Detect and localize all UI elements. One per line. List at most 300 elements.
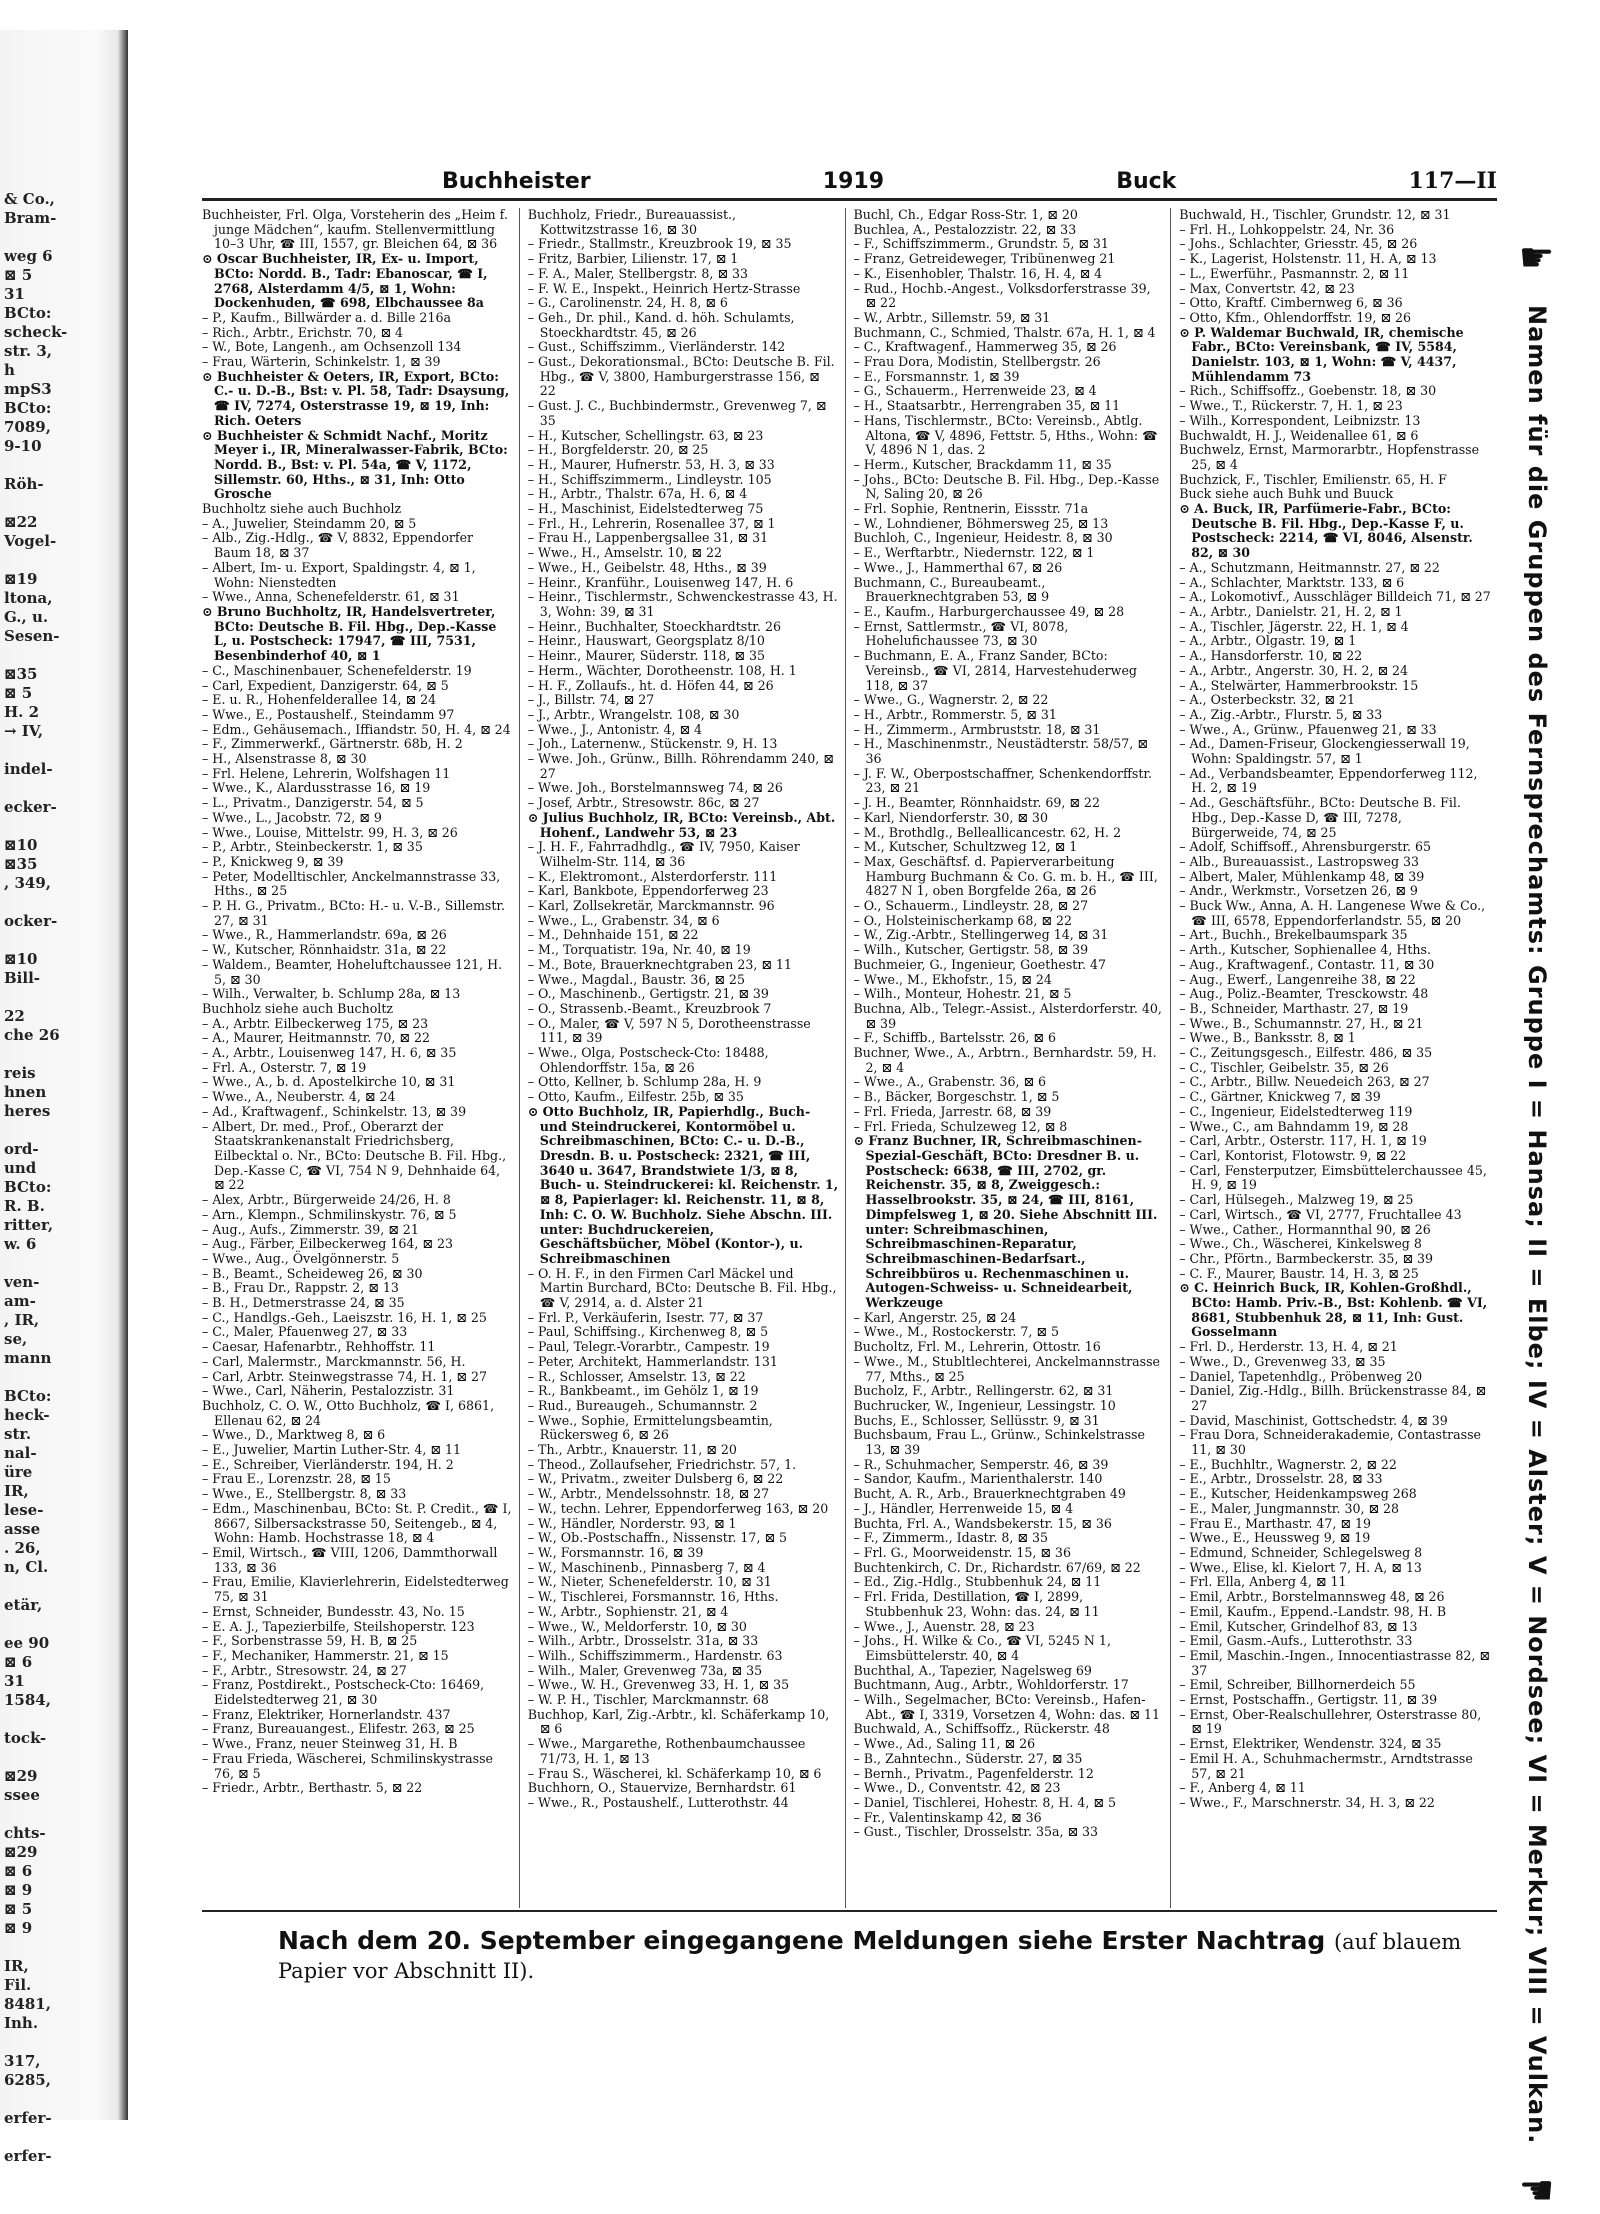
directory-entry: – Wwe. Joh., Borstelmannsweg 74, ⊠ 26 <box>527 780 783 796</box>
directory-entry: – O., Schauerm., Lindleystr. 28, ⊠ 27 <box>853 898 1089 914</box>
directory-entry: – Wwe., Aug., Övelgönnerstr. 5 <box>202 1250 400 1266</box>
directory-entry: – Wwe., Anna, Schenefelderstr. 61, ⊠ 31 <box>202 589 460 605</box>
column-1 <box>202 208 520 1908</box>
directory-entry: – F., Schiffb., Bartelsstr. 26, ⊠ 6 <box>853 1030 1056 1046</box>
directory-entry: – Daniel, Tapetenhdlg., Pröbenweg 20 <box>1179 1368 1423 1384</box>
directory-entry: – J., Arbtr., Wrangelstr. 108, ⊠ 30 <box>527 706 740 722</box>
directory-entry: – C., Maler, Pfauenweg 27, ⊠ 33 <box>202 1324 408 1340</box>
directory-entry: – Frau Dora, Modistin, Stellbergstr. 26 <box>853 354 1101 370</box>
directory-entry: – C., Ingenieur, Eidelstedterweg 119 <box>1179 1103 1413 1119</box>
directory-entry: – Adolf, Schiffsoff., Ahrensburgerstr. 65 <box>1179 839 1432 855</box>
directory-entry: – Frl. D., Herderstr. 13, H. 4, ⊠ 21 <box>1179 1339 1398 1355</box>
directory-entry: – Emil H. A., Schuhmachermstr., Arndtstrasse 57, ⊠ 21 <box>1179 1750 1473 1781</box>
directory-entry: – Ad., Verbandsbeamter, Eppendorferweg 112, H. 2, ⊠ 19 <box>1179 765 1478 796</box>
directory-entry: – K., Lagerist, Holstenstr. 11, H. A, ⊠ 13 <box>1179 251 1437 267</box>
directory-entry: – W., Bote, Langenh., am Ochsenzoll 134 <box>202 339 462 355</box>
directory-entry: – Frau, Wärterin, Schinkelstr. 1, ⊠ 39 <box>202 354 441 370</box>
directory-entry: – Frl. Frieda, Jarrestr. 68, ⊠ 39 <box>853 1103 1052 1119</box>
directory-entry: – W., Arbtr., Sophienstr. 21, ⊠ 4 <box>527 1603 729 1619</box>
directory-entry: – E., Buchhltr., Wagnerstr. 2, ⊠ 22 <box>1179 1456 1397 1472</box>
directory-entry: – E., Maler, Jungmannstr. 30, ⊠ 28 <box>1179 1500 1400 1516</box>
directory-entry: – Wwe., Margarethe, Rothenbaumchaussee 71/73, H. 1, ⊠ 13 <box>527 1736 806 1766</box>
directory-entry: – W. P. H., Tischler, Marckmannstr. 68 <box>527 1692 769 1708</box>
directory-entry: – C., Zeitungsgesch., Eilfestr. 486, ⊠ 35 <box>1179 1045 1433 1061</box>
directory-entry: – J. H. F., Fahrradhdlg., ☎ IV, 7950, Kaiser Wilhelm-Str. 114, ⊠ 36 <box>527 839 800 869</box>
directory-entry: – Carl, Arbtr., Osterstr. 117, H. 1, ⊠ 19 <box>1179 1133 1427 1149</box>
directory-entry: – R., Schuhmacher, Semperstr. 46, ⊠ 39 <box>853 1456 1109 1472</box>
directory-entry: – Frl. Ella, Anberg 4, ⊠ 11 <box>1179 1574 1347 1590</box>
directory-entry: – Albert, Maler, Mühlenkamp 48, ⊠ 39 <box>1179 868 1425 884</box>
directory-entry: – Friedr., Stallmstr., Kreuzbrook 19, ⊠ 35 <box>527 236 792 252</box>
directory-entry: – O. H. F., in den Firmen Carl Mäckel und Martin Burchard, BCto: Deutsche B. Fil. Hbg., ☎ V, 2914, a. d. Alster 21 <box>527 1265 837 1311</box>
directory-entry: – Wwe., M., Ekhofstr., 15, ⊠ 24 <box>853 971 1052 987</box>
directory-entry: – Ad., Kraftwagenf., Schinkelstr. 13, ⊠ 39 <box>202 1103 467 1119</box>
directory-entry: – O., Maschinenb., Gertigstr. 21, ⊠ 39 <box>527 986 769 1002</box>
directory-entry: – F., Zimmerwerkf., Gärtnerstr. 68b, H. 2 <box>202 736 463 752</box>
directory-entry: – Wwe., H., Amselstr. 10, ⊠ 22 <box>527 545 722 561</box>
directory-entry: – M., Bote, Brauerknechtgraben 23, ⊠ 11 <box>527 956 792 972</box>
directory-entry: – Edm., Gehäusemach., Iffiandstr. 50, H. 4, ⊠ 24 <box>202 721 511 737</box>
directory-entry: – B., Beamt., Scheideweg 26, ⊠ 30 <box>202 1265 423 1281</box>
directory-entry: – B. H., Detmerstrasse 24, ⊠ 35 <box>202 1295 405 1311</box>
directory-entry: – Frl. G., Moorweidenstr. 15, ⊠ 36 <box>853 1544 1071 1560</box>
directory-entry: Buchholz, C. O. W., Otto Buchholz, ☎ I, 6861, Ellenau 62, ⊠ 24 <box>202 1397 495 1428</box>
directory-entry: – Josef, Arbtr., Stresowstr. 86c, ⊠ 27 <box>527 795 760 811</box>
directory-entry: – B., Schneider, Marthastr. 27, ⊠ 19 <box>1179 1000 1409 1016</box>
directory-entry: – Frau E., Marthastr. 47, ⊠ 19 <box>1179 1515 1372 1531</box>
directory-entry: – A., Schlachter, Marktstr. 133, ⊠ 6 <box>1179 574 1405 590</box>
pointing-hand-icon: ☚ <box>1518 2168 1556 2214</box>
directory-entry: – Alex, Arbtr., Bürgerweide 24/26, H. 8 <box>202 1192 451 1208</box>
directory-entry: Buchmann, C., Schmied, Thalstr. 67a, H. 1, ⊠ 4 <box>853 324 1156 340</box>
directory-entry: – Heinr., Kranführ., Louisenweg 147, H. 6 <box>527 574 794 590</box>
directory-entry: – A., Arbtr., Louisenweg 147, H. 6, ⊠ 35 <box>202 1045 457 1061</box>
directory-entry: – A., Arbtr., Danielstr. 21, H. 2, ⊠ 1 <box>1179 603 1403 619</box>
directory-entry: – A., Juwelier, Steindamm 20, ⊠ 5 <box>202 515 417 531</box>
directory-entry: – E., Schreiber, Vierländerstr. 194, H. 2 <box>202 1456 454 1472</box>
directory-entry: Buchtenkirch, C. Dr., Richardstr. 67/69, ⊠ 22 <box>853 1559 1141 1575</box>
directory-entry: – Wwe., J., Antonistr. 4, ⊠ 4 <box>527 721 703 737</box>
directory-entry: – A., Arbtr., Olgastr. 19, ⊠ 1 <box>1179 633 1357 649</box>
directory-entry: – David, Maschinist, Gottschedstr. 4, ⊠ 39 <box>1179 1412 1448 1428</box>
directory-entry: – Karl, Niendorferstr. 30, ⊠ 30 <box>853 809 1048 825</box>
directory-entry: – Buchmann, E. A., Franz Sander, BCto: Vereinsb., ☎ VI, 2814, Harvestehuderweg 118, ⊠ 37 <box>853 648 1137 693</box>
directory-entry: – Gust. J. C., Buchbindermstr., Grevenweg 7, ⊠ 35 <box>527 398 827 428</box>
directory-entry: – Frl. Sophie, Rentnerin, Eissstr. 71a <box>853 501 1089 517</box>
directory-entry: – J. F. W., Oberpostschaffner, Schenkendorffstr. 23, ⊠ 21 <box>853 765 1153 796</box>
directory-entry: – Geh., Dr. phil., Kand. d. höh. Schulamts, Stoeckhardtstr. 45, ⊠ 26 <box>527 309 795 340</box>
directory-entry: – Emil, Kaufm., Eppend.-Landstr. 98, H. B <box>1179 1603 1447 1619</box>
directory-entry: Buchwald, A., Schiffsoffz., Rückerstr. 48 <box>853 1721 1110 1737</box>
directory-entry: ⊙ Oscar Buchheister, IR, Ex- u. Import, BCto: Nordd. B., Tadr: Ebanoscar, ☎ I, 2768, Alsterdamm 4/5, ⊠ 1, Wohn: Dockenhuden, ☎ 698, Elbchaussee 8a <box>202 251 488 311</box>
directory-entry: – Arth., Kutscher, Sophienallee 4, Hths. <box>1179 942 1431 958</box>
directory-entry: – Wwe., Ad., Saling 11, ⊠ 26 <box>853 1736 1036 1752</box>
directory-entry: – C., Arbtr., Billw. Neuedeich 263, ⊠ 27 <box>1179 1074 1430 1090</box>
directory-entry: Buchthal, A., Tapezier, Nagelsweg 69 <box>853 1662 1092 1678</box>
directory-entry: – Fritz, Barbier, Lilienstr. 17, ⊠ 1 <box>527 251 739 267</box>
directory-entry: Buchholz siehe auch Bucholtz <box>202 1000 394 1016</box>
directory-entry: – H., Borgfelderstr. 20, ⊠ 25 <box>527 442 709 458</box>
directory-entry: – Daniel, Tischlerei, Hohestr. 8, H. 4, ⊠ 5 <box>853 1794 1116 1810</box>
directory-entry: – H. F., Zollaufs., ht. d. Höfen 44, ⊠ 26 <box>527 677 774 693</box>
directory-entry: – W., Privatm., zweiter Dulsberg 6, ⊠ 22 <box>527 1471 784 1487</box>
directory-entry: – Wwe., Carl, Näherin, Pestalozzistr. 31 <box>202 1383 455 1399</box>
directory-entry: – R., Schlosser, Amselstr. 13, ⊠ 22 <box>527 1368 746 1384</box>
directory-entry: – C. F., Maurer, Baustr. 14, H. 3, ⊠ 25 <box>1179 1265 1419 1281</box>
directory-entry: Bucholtz, Frl. M., Lehrerin, Ottostr. 16 <box>853 1339 1101 1355</box>
directory-entry: – Frau H., Lappenbergsallee 31, ⊠ 31 <box>527 530 769 546</box>
directory-entry: – Waldem., Beamter, Hoheluftchaussee 121, H. 5, ⊠ 30 <box>202 956 503 987</box>
directory-entry: – Wwe., E., Heussweg 9, ⊠ 19 <box>1179 1530 1371 1546</box>
directory-entry: – W., Maschinenb., Pinnasberg 7, ⊠ 4 <box>527 1559 766 1575</box>
directory-entry: Buchhorn, O., Stauervize, Bernhardstr. 61 <box>527 1780 797 1796</box>
directory-entry: – Aug., Poliz.-Beamter, Tresckowstr. 48 <box>1179 986 1429 1002</box>
directory-entry: – W., Arbtr., Mendelssohnstr. 18, ⊠ 27 <box>527 1486 770 1502</box>
directory-entry: – Heinr., Hauswart, Georgsplatz 8/10 <box>527 633 765 649</box>
directory-entry: – Ernst, Sattlermstr., ☎ VI, 8078, Hohelufichaussee 73, ⊠ 30 <box>853 618 1069 649</box>
header-year: 1919 <box>822 169 885 194</box>
directory-entry: – F., Sorbenstrasse 59, H. B, ⊠ 25 <box>202 1633 418 1649</box>
directory-entry: – Wwe., Elise, kl. Kielort 7, H. A, ⊠ 13 <box>1179 1559 1422 1575</box>
directory-entry: – H., Maschinist, Eidelstedterweg 75 <box>527 501 764 517</box>
footnote-paren: (auf blauem Papier vor Abschnitt II). <box>278 1930 1462 1983</box>
directory-entry: – Peter, Architekt, Hammerlandstr. 131 <box>527 1353 778 1369</box>
directory-entry: – Frau, Emilie, Klavierlehrerin, Eidelstedterweg 75, ⊠ 31 <box>202 1574 509 1605</box>
directory-entry: – Wwe., B., Schumannstr. 27, H., ⊠ 21 <box>1179 1015 1424 1031</box>
directory-entry: – Wilh., Verwalter, b. Schlump 28a, ⊠ 13 <box>202 986 461 1002</box>
directory-entry: – Wwe., R., Postaushelf., Lutterothstr. 44 <box>527 1794 789 1810</box>
directory-entry: – W., Forsmannstr. 16, ⊠ 39 <box>527 1544 704 1560</box>
directory-entry: – Wwe., L., Grabenstr. 34, ⊠ 6 <box>527 912 720 928</box>
pointing-hand-icon: ☛ <box>1518 235 1556 281</box>
directory-entry: – A., Maurer, Heitmannstr. 70, ⊠ 22 <box>202 1030 431 1046</box>
directory-entry: – Wwe., E., Stellbergstr. 8, ⊠ 33 <box>202 1486 407 1502</box>
directory-entry: – R., Bankbeamt., im Gehölz 1, ⊠ 19 <box>527 1383 759 1399</box>
directory-entry: – Wwe., Cather., Hormannthal 90, ⊠ 26 <box>1179 1221 1431 1237</box>
directory-entry: Buchwald, H., Tischler, Grundstr. 12, ⊠ 31 <box>1179 208 1451 222</box>
directory-entry: – Frau Dora, Schneiderakademie, Contastrasse 11, ⊠ 30 <box>1179 1427 1481 1458</box>
directory-entry: – H., Arbtr., Thalstr. 67a, H. 6, ⊠ 4 <box>527 486 748 502</box>
directory-entry: – Gust., Dekorationsmal., BCto: Deutsche B. Fil. Hbg., ☎ V, 3800, Hamburgerstrasse 156, ⊠ 22 <box>527 354 835 399</box>
directory-entry: – Chr., Pförtn., Barmbeckerstr. 35, ⊠ 39 <box>1179 1250 1434 1266</box>
directory-entry: – B., Zahntechn., Süderstr. 27, ⊠ 35 <box>853 1750 1083 1766</box>
directory-entry: – H., Arbtr., Rommerstr. 5, ⊠ 31 <box>853 706 1057 722</box>
directory-entry: ⊙ Franz Buchner, IR, Schreibmaschinen-Spezial-Geschäft, BCto: Dresdner B. u. Postscheck: 6638, ☎ III, 2702, gr. Reichenstr. 35, ⊠ 8, Zweiggesch.: Hasselbrookstr. 35, ⊠ 24, ☎ III, 8161, Dimpfelsweg 1, ⊠ 20. Siehe Abschnitt III. unter: Schreibmaschinen, Schreibmaschinen-Reparatur, Schreibmaschinen-Bedarfsart., Schreibbüros u. Rechenmaschinen u. Autogen-Schweiss- u. Schneidearbeit, Werkzeuge <box>853 1133 1158 1311</box>
directory-entry: – F. A., Maler, Stellbergstr. 8, ⊠ 33 <box>527 265 749 281</box>
directory-entry: – Emil, Gasm.-Aufs., Lutterothstr. 33 <box>1179 1633 1413 1649</box>
directory-entry: – Frl. P., Verkäuferin, Isestr. 77, ⊠ 37 <box>527 1309 764 1325</box>
directory-entry: – Rich., Schiffsoffz., Goebenstr. 18, ⊠ 30 <box>1179 383 1437 399</box>
directory-entry: – Wwe., R., Hammerlandstr. 69a, ⊠ 26 <box>202 927 447 943</box>
directory-entry: – M., Torquatistr. 19a, Nr. 40, ⊠ 19 <box>527 942 751 958</box>
directory-entry: – A., Zig.-Arbtr., Flurstr. 5, ⊠ 33 <box>1179 706 1383 722</box>
directory-entry: – Ernst, Postschaffn., Gertigstr. 11, ⊠ 39 <box>1179 1692 1438 1708</box>
directory-columns <box>202 208 1497 1908</box>
directory-entry: – Paul, Telegr.-Vorarbtr., Campestr. 19 <box>527 1339 770 1355</box>
directory-entry: – Frl. Frieda, Schulzeweg 12, ⊠ 8 <box>853 1118 1068 1134</box>
directory-entry: – Wwe., Franz, neuer Steinweg 31, H. B <box>202 1736 458 1752</box>
directory-entry: Buchs, E., Schlosser, Sellüsstr. 9, ⊠ 31 <box>853 1412 1100 1428</box>
directory-entry: – A., Osterbeckstr. 32, ⊠ 21 <box>1179 692 1355 708</box>
directory-entry: – W., Zig.-Arbtr., Stellingerweg 14, ⊠ 31 <box>853 927 1109 943</box>
directory-entry: – A., Tischler, Jägerstr. 22, H. 1, ⊠ 4 <box>1179 618 1409 634</box>
column-3 <box>854 208 1172 1908</box>
directory-entry: ⊙ P. Waldemar Buchwald, IR, chemische Fabr., BCto: Vereinsbank, ☎ IV, 5584, Danielstr. 103, ⊠ 1, Wohn: ☎ V, 4437, Mühlendamm 73 <box>1179 324 1464 384</box>
directory-entry: – W., Kutscher, Rönnhaidstr. 31a, ⊠ 22 <box>202 942 447 958</box>
gutter-text: & Co., Bram- weg 6 ⊠ 5 31 BCto: scheck- str. 3, h mpS3 BCto: 7089, 9-10 Röh- ⊠22 Vogel- ⊠19 ltona, G., u. Sesen- ⊠35 ⊠ 5 H. 2 → IV, indel- ecker- ⊠10 ⊠35 , 349, ocker- ⊠10 Bill- 22 che 26 reis hnen heres ord- und BCto: R. B. ritter, w. 6 ven- am- , IR, se, mann BCto: heck- str. nal- üre IR, lese- asse . 26, n, Cl. etär, ee 90 ⊠ 6 31 1584, tock- ⊠29 ssee chts- ⊠29 ⊠ 6 ⊠ 9 ⊠ 5 ⊠ 9 IR, Fil. 8481, Inh. 317, 6285, erfer- erfer- <box>4 190 68 2165</box>
directory-entry: – Wwe., Ch., Wäscherei, Kinkelsweg 8 <box>1179 1236 1422 1252</box>
directory-entry: – Karl, Zollsekretär, Marckmannstr. 96 <box>527 898 775 914</box>
directory-entry: – Johs., BCto: Deutsche B. Fil. Hbg., Dep.-Kasse N, Saling 20, ⊠ 26 <box>853 471 1160 502</box>
directory-entry: – Wwe., Louise, Mittelstr. 99, H. 3, ⊠ 26 <box>202 824 458 840</box>
directory-entry: – C., Gärtner, Knickweg 7, ⊠ 39 <box>1179 1089 1381 1105</box>
directory-entry: – Wwe., B., Banksstr. 8, ⊠ 1 <box>1179 1030 1356 1046</box>
directory-entry: – C., Handlgs.-Geh., Laeiszstr. 16, H. 1, ⊠ 25 <box>202 1309 487 1325</box>
directory-entry: – H., Kutscher, Schellingstr. 63, ⊠ 23 <box>527 427 764 443</box>
directory-entry: – Sandor, Kaufm., Marienthalerstr. 140 <box>853 1471 1103 1487</box>
directory-entry: – Frl. Helene, Lehrerin, Wolfshagen 11 <box>202 765 451 781</box>
header-right-word: Buck <box>1116 169 1177 194</box>
directory-entry: – Johs., H. Wilke & Co., ☎ VI, 5245 N 1, Eimsbüttelerstr. 40, ⊠ 4 <box>853 1633 1111 1663</box>
directory-entry: – Peter, Modelltischler, Anckelmannstrasse 33, Hths., ⊠ 25 <box>202 868 501 899</box>
directory-entry: – E. u. R., Hohenfelderallee 14, ⊠ 24 <box>202 692 437 708</box>
directory-entry: – Carl, Arbtr. Steinwegstrasse 74, H. 1, ⊠ 27 <box>202 1368 488 1384</box>
directory-entry: – W., Händler, Norderstr. 93, ⊠ 1 <box>527 1515 737 1531</box>
directory-entry: ⊙ Buchheister & Oeters, IR, Export, BCto: C.- u. D.-B., Bst: v. Pl. 58, Tadr: Dsaysung, ☎ IV, 7274, Osterstrasse 19, ⊠ 19, Inh: Rich. Oeters <box>202 368 510 428</box>
footnote <box>278 1926 1478 1984</box>
directory-entry: – E., Forsmannstr. 1, ⊠ 39 <box>853 368 1020 384</box>
directory-entry: – F., Schiffszimmerm., Grundstr. 5, ⊠ 31 <box>853 236 1109 252</box>
directory-entry: – Frl. Frida, Destillation, ☎ I, 2899, Stubbenhuk 23, Wohn: das. 24, ⊠ 11 <box>853 1589 1100 1619</box>
directory-entry: – Wwe., G., Wagnerstr. 2, ⊠ 22 <box>853 692 1049 708</box>
directory-entry: – Heinr., Maurer, Süderstr. 118, ⊠ 35 <box>527 648 765 664</box>
directory-entry: – H., Maschinenmstr., Neustädterstr. 58/57, ⊠ 36 <box>853 736 1148 767</box>
directory-entry: – Art., Buchh., Brekelbaumspark 35 <box>1179 927 1408 943</box>
directory-entry: – W., Tischlerei, Forsmannstr. 16, Hths. <box>527 1589 779 1605</box>
directory-entry: – G., Carolinenstr. 24, H. 8, ⊠ 6 <box>527 295 728 311</box>
directory-entry: – Wwe., T., Rückerstr. 7, H. 1, ⊠ 23 <box>1179 398 1403 414</box>
directory-entry: – Carl, Fensterputzer, Eimsbüttelerchaussee 45, H. 9, ⊠ 19 <box>1179 1162 1487 1193</box>
directory-entry: Buchloh, C., Ingenieur, Heidestr. 8, ⊠ 30 <box>853 530 1113 546</box>
directory-entry: – Gust., Tischler, Drosselstr. 35a, ⊠ 33 <box>853 1824 1099 1840</box>
directory-entry: – Gust., Schiffszimm., Vierländerstr. 142 <box>527 339 786 355</box>
directory-entry: – Aug., Färber, Eilbeckerweg 164, ⊠ 23 <box>202 1236 453 1252</box>
directory-entry: – Carl, Kontorist, Flotowstr. 9, ⊠ 22 <box>1179 1148 1407 1163</box>
directory-entry: – Emil, Schreiber, Billhornerdeich 55 <box>1179 1677 1416 1693</box>
directory-entry: – J., Händler, Herrenweide 15, ⊠ 4 <box>853 1500 1074 1516</box>
directory-entry: – Wwe., L., Jacobstr. 72, ⊠ 9 <box>202 809 382 825</box>
directory-entry: – Theod., Zollaufseher, Friedrichstr. 57, 1. <box>527 1456 797 1472</box>
directory-entry: – J., Billstr. 74, ⊠ 27 <box>527 692 655 708</box>
directory-entry: – Wwe., M., Rostockerstr. 7, ⊠ 5 <box>853 1324 1059 1340</box>
directory-entry: – Wwe., W. H., Grevenweg 33, H. 1, ⊠ 35 <box>527 1677 790 1693</box>
directory-entry: – Rud., Hochb.-Angest., Volksdorferstrasse 39, ⊠ 22 <box>853 280 1151 311</box>
page-number: 117—II <box>1408 168 1497 194</box>
directory-entry: – C., Tischler, Geibelstr. 35, ⊠ 26 <box>1179 1059 1389 1075</box>
directory-entry: – Wwe., D., Marktweg 8, ⊠ 6 <box>202 1427 386 1443</box>
directory-entry: – Franz, Elektriker, Hornerlandstr. 437 <box>202 1706 451 1722</box>
directory-entry: – W., techn. Lehrer, Eppendorferweg 163, ⊠ 20 <box>527 1500 829 1516</box>
directory-entry: – Franz, Postdirekt., Postscheck-Cto: 16469, Eidelstedterweg 21, ⊠ 30 <box>202 1677 485 1708</box>
directory-entry: – Ad., Geschäftsführ., BCto: Deutsche B. Fil. Hbg., Dep.-Kasse D, ☎ III, 7278, Bürgerweide, 74, ⊠ 25 <box>1179 795 1461 840</box>
directory-entry: Buchta, Frl. A., Wandsbekerstr. 15, ⊠ 36 <box>853 1515 1112 1531</box>
directory-entry: – Herm., Wächter, Dorotheenstr. 108, H. 1 <box>527 662 797 678</box>
directory-entry: Buchmann, C., Bureaubeamt., Brauerknechtgraben 53, ⊠ 9 <box>853 574 1050 605</box>
directory-entry: Buchrucker, W., Ingenieur, Lessingstr. 10 <box>853 1397 1116 1413</box>
directory-entry: – B., Frau Dr., Rappstr. 2, ⊠ 13 <box>202 1280 399 1296</box>
directory-entry: – F., Mechaniker, Hammerstr. 21, ⊠ 15 <box>202 1647 449 1663</box>
directory-entry: – Herm., Kutscher, Brackdamm 11, ⊠ 35 <box>853 456 1112 472</box>
directory-entry: – Rud., Bureaugeh., Schumannstr. 2 <box>527 1397 758 1413</box>
directory-entry: – H., Zimmerm., Armbruststr. 18, ⊠ 31 <box>853 721 1101 737</box>
directory-entry: – Wilh., Monteur, Hohestr. 21, ⊠ 5 <box>853 986 1072 1002</box>
directory-entry: – J. H., Beamter, Rönnhaidstr. 69, ⊠ 22 <box>853 795 1100 811</box>
directory-entry: – E., Juwelier, Martin Luther-Str. 4, ⊠ 11 <box>202 1442 461 1458</box>
directory-entry: Buchner, Wwe., A., Arbtrn., Bernhardstr. 59, H. 2, ⊠ 4 <box>853 1045 1157 1075</box>
directory-entry: – Rich., Arbtr., Erichstr. 70, ⊠ 4 <box>202 324 404 340</box>
directory-entry: – Wwe., E., Postaushelf., Steindamm 97 <box>202 706 455 722</box>
directory-page <box>128 120 1556 2214</box>
directory-entry: – Max, Convertstr. 42, ⊠ 23 <box>1179 280 1355 296</box>
directory-entry: – P., Knickweg 9, ⊠ 39 <box>202 853 344 869</box>
directory-entry: – E., Kutscher, Heidenkampsweg 268 <box>1179 1486 1417 1502</box>
directory-entry: – Andr., Werkmstr., Vorsetzen 26, ⊠ 9 <box>1179 883 1418 899</box>
directory-entry: – Wwe., W., Meldorferstr. 10, ⊠ 30 <box>527 1618 747 1634</box>
directory-entry: – Carl, Wirtsch., ☎ VI, 2777, Fruchtallee 43 <box>1179 1206 1462 1222</box>
directory-entry: Buck siehe auch Buhk und Buuck <box>1179 486 1394 502</box>
directory-entry: – K., Eisenhobler, Thalstr. 16, H. 4, ⊠ 4 <box>853 265 1103 281</box>
directory-entry: – H., Staatsarbtr., Herrengraben 35, ⊠ 11 <box>853 398 1121 414</box>
directory-entry: – Wwe., Olga, Postscheck-Cto: 18488, Ohlendorffstr. 15a, ⊠ 26 <box>527 1045 769 1075</box>
directory-entry: – Frl. H., Lohkoppelstr. 24, Nr. 36 <box>1179 221 1395 237</box>
directory-entry: – Otto, Kellner, b. Schlump 28a, H. 9 <box>527 1074 762 1090</box>
directory-entry: – Johs., Schlachter, Griesstr. 45, ⊠ 26 <box>1179 236 1418 252</box>
directory-entry: – E. A. J., Tapezierbilfe, Steilshoperstr. 123 <box>202 1618 475 1634</box>
directory-entry: – G., Schauerm., Herrenweide 23, ⊠ 4 <box>853 383 1097 399</box>
directory-entry: – Wwe., H., Geibelstr. 48, Hths., ⊠ 39 <box>527 559 767 575</box>
directory-entry: ⊙ Otto Buchholz, IR, Papierhdlg., Buch- und Steindruckerei, Kontormöbel u. Schreibmaschinen, BCto: C.- u. D.-B., Dresdn. B. u. Postscheck: 2321, ☎ III, 3640 u. 3647, Brandstwiete 1/3, ⊠ 8, Buch- u. Steindruckerei: kl. Reichenstr. 1, ⊠ 8, Papierlager: kl. Reichenstr. 11, ⊠ 8, Inh: C. O. W. Buchholz. Siehe Abschn. III. unter: Buchdruckereien, Geschäftsbücher, Möbel (Kontor-), u. Schreibmaschinen <box>527 1103 839 1266</box>
directory-entry: – Frau S., Wäscherei, kl. Schäferkamp 10, ⊠ 6 <box>527 1765 822 1781</box>
directory-entry: – Emil, Wirtsch., ☎ VIII, 1206, Dammthorwall 133, ⊠ 36 <box>202 1544 498 1575</box>
directory-entry: – Karl, Angerstr. 25, ⊠ 24 <box>853 1309 1017 1325</box>
directory-entry: Buchholz, Friedr., Bureauassist., Kottwitzstrasse 16, ⊠ 30 <box>527 208 737 237</box>
directory-entry: Buchl, Ch., Edgar Ross-Str. 1, ⊠ 20 <box>853 208 1078 222</box>
column-2 <box>528 208 846 1908</box>
directory-entry: – Alb., Zig.-Hdlg., ☎ V, 8832, Eppendorfer Baum 18, ⊠ 37 <box>202 530 474 561</box>
directory-entry: – Wwe., K., Alardusstrasse 16, ⊠ 19 <box>202 780 431 796</box>
column-4 <box>1179 208 1497 1908</box>
directory-entry: – Carl, Expedient, Danzigerstr. 64, ⊠ 5 <box>202 677 449 693</box>
directory-entry: – Otto, Kfm., Ohlendorffstr. 19, ⊠ 26 <box>1179 309 1412 325</box>
directory-entry: – Edmund, Schneider, Schlegelsweg 8 <box>1179 1544 1423 1560</box>
directory-entry: Buchna, Alb., Telegr.-Assist., Alsterdorferstr. 40, ⊠ 39 <box>853 1000 1162 1031</box>
directory-entry: Buchmeier, G., Ingenieur, Goethestr. 47 <box>853 956 1107 972</box>
directory-entry: – A., Hansdorferstr. 10, ⊠ 22 <box>1179 648 1363 664</box>
directory-entry: – Heinr., Buchhalter, Stoeckhardtstr. 26 <box>527 618 781 634</box>
directory-entry: – Ernst, Ober-Realschullehrer, Osterstrasse 80, ⊠ 19 <box>1179 1706 1482 1737</box>
directory-entry: – A., Stelwärter, Hammerbrookstr. 15 <box>1179 677 1419 693</box>
directory-entry: – A., Arbtr., Angerstr. 30, H. 2, ⊠ 24 <box>1179 662 1409 678</box>
header-left-word: Buchheister <box>442 169 591 194</box>
directory-entry: ⊙ C. Heinrich Buck, IR, Kohlen-Großhdl., BCto: Hamb. Priv.-B., Bst: Kohlenb. ☎ VI, 8681, Stubbenhuk 28, ⊠ 11, Inh: Gust. Gosselmann <box>1179 1280 1488 1340</box>
directory-entry: – Wilh., Kutscher, Gertigstr. 58, ⊠ 39 <box>853 942 1089 958</box>
directory-entry: – F. W. E., Inspekt., Heinrich Hertz-Strasse <box>527 280 801 296</box>
directory-entry: Buchhop, Karl, Zig.-Arbtr., kl. Schäferkamp 10, ⊠ 6 <box>527 1706 830 1737</box>
directory-entry: – E., Arbtr., Drosselstr. 28, ⊠ 33 <box>1179 1471 1383 1487</box>
directory-entry: – Wilh., Segelmacher, BCto: Vereinsb., Hafen-Abt., ☎ I, 3319, Vorsetzen 4, Wohn: das. ⊠ 11 <box>853 1692 1160 1722</box>
directory-entry: – Joh., Laternenw., Stückenstr. 9, H. 13 <box>527 736 778 752</box>
directory-entry: Buchheister, Frl. Olga, Vorsteherin des „Heim f. junge Mädchen“, kaufm. Stellenvermittlung 10–3 Uhr, ☎ III, 1557, gr. Bleichen 64, ⊠ 36 <box>202 208 508 252</box>
directory-entry: – F., Zimmerm., Idastr. 8, ⊠ 35 <box>853 1530 1048 1546</box>
directory-entry: – Wilh., Schiffszimmerm., Hardenstr. 63 <box>527 1647 783 1663</box>
directory-entry: – E., Werftarbtr., Niedernstr. 122, ⊠ 1 <box>853 545 1095 561</box>
directory-entry: – C., Kraftwagenf., Hammerweg 35, ⊠ 26 <box>853 339 1117 355</box>
directory-entry: – M., Brothdlg., Belleallicancestr. 62, H. 2 <box>853 824 1122 840</box>
directory-entry: – Ernst, Schneider, Bundesstr. 43, No. 15 <box>202 1603 465 1619</box>
directory-entry: – Buck Ww., Anna, A. H. Langenese Wwe & Co., ☎ III, 6578, Eppendorferlandstr. 55, ⊠ 20 <box>1179 898 1486 928</box>
directory-entry: Bucht, A. R., Arb., Brauerknechtgraben 49 <box>853 1486 1126 1502</box>
directory-entry: – Wwe., C., am Bahndamm 19, ⊠ 28 <box>1179 1118 1409 1134</box>
directory-entry: – Wwe. Joh., Grünw., Billh. Röhrendamm 240, ⊠ 27 <box>527 751 834 781</box>
directory-entry: – Franz, Bureauangest., Elifestr. 263, ⊠ 25 <box>202 1721 475 1737</box>
directory-entry: – Max, Geschäftsf. d. Papierverarbeitung Hamburg Buchmann & Co. G. m. b. H., ☎ III, 4827 N 1, oben Borgfelde 26a, ⊠ 26 <box>853 853 1158 899</box>
directory-entry: – F., Arbtr., Stresowstr. 24, ⊠ 27 <box>202 1662 407 1678</box>
directory-entry: – O., Maler, ☎ V, 597 N 5, Dorotheenstrasse 111, ⊠ 39 <box>527 1015 811 1046</box>
directory-entry: – Th., Arbtr., Knauerstr. 11, ⊠ 20 <box>527 1442 737 1458</box>
directory-entry: ⊙ Julius Buchholz, IR, BCto: Vereinsb., Abt. Hohenf., Landwehr 53, ⊠ 23 <box>527 809 836 840</box>
directory-entry: – Wwe., F., Marschnerstr. 34, H. 3, ⊠ 22 <box>1179 1794 1435 1810</box>
directory-entry: – Edm., Maschinenbau, BCto: St. P. Credit., ☎ I, 8667, Silbersackstrasse 50, Seitengeb., ⊠ 4, Wohn: Hamb. Hochstrasse 18, ⊠ 4 <box>202 1500 512 1546</box>
directory-entry: – Wilh., Korrespondent, Leibnizstr. 13 <box>1179 412 1421 428</box>
directory-entry: – Aug., Aufs., Zimmerstr. 39, ⊠ 21 <box>202 1221 419 1237</box>
running-head <box>202 160 1497 194</box>
directory-entry: – P., Arbtr., Steinbeckerstr. 1, ⊠ 35 <box>202 839 423 855</box>
directory-entry: – Wwe., Sophie, Ermittelungsbeamtin, Rückersweg 6, ⊠ 26 <box>527 1412 773 1443</box>
directory-entry: Buchholtz siehe auch Buchholz <box>202 501 402 517</box>
directory-entry: ⊙ Bruno Buchholtz, IR, Handelsvertreter, BCto: Deutsche B. Fil. Hbg., Dep.-Kasse L, u. Postscheck: 17947, ☎ III, 7531, Besenbinderhof 40, ⊠ 1 <box>202 603 497 664</box>
header-rule <box>202 198 1497 201</box>
directory-entry: – Emil, Arbtr., Borstelmannsweg 48, ⊠ 26 <box>1179 1589 1445 1605</box>
directory-entry: – Caesar, Hafenarbtr., Rehhoffstr. 11 <box>202 1339 436 1355</box>
directory-entry: – Wilh., Maler, Grevenweg 73a, ⊠ 35 <box>527 1662 763 1678</box>
directory-entry: – Friedr., Arbtr., Berthastr. 5, ⊠ 22 <box>202 1780 423 1796</box>
side-title-text: Namen für die Gruppen des Fernsprechamts: Gruppe I = Hansa; II = Elbe; IV = Alster; V = Nordsee; VI = Merkur; VIII = Vulkan. <box>1523 305 1551 2145</box>
directory-entry: – Albert, Im- u. Export, Spaldingstr. 4, ⊠ 1, Wohn: Nienstedten <box>202 559 476 590</box>
directory-entry: ⊙ A. Buck, IR, Parfümerie-Fabr., BCto: Deutsche B. Fil. Hbg., Dep.-Kasse F, u. Postscheck: 2214, ☎ VI, 8046, Alsenstr. 82, ⊠ 30 <box>1179 501 1473 561</box>
directory-entry: – Emil, Kutscher, Grindelhof 83, ⊠ 13 <box>1179 1618 1418 1634</box>
directory-entry: – Karl, Bankbote, Eppendorferweg 23 <box>527 883 769 899</box>
directory-entry: – Wwe., D., Conventstr. 42, ⊠ 23 <box>853 1780 1061 1796</box>
directory-entry: – B., Bäcker, Borgeschstr. 1, ⊠ 5 <box>853 1089 1060 1105</box>
directory-entry: Buchsbaum, Frau L., Grünw., Schinkelstrasse 13, ⊠ 39 <box>853 1427 1145 1458</box>
directory-entry: – Wwe., Magdal., Baustr. 36, ⊠ 25 <box>527 971 745 987</box>
directory-entry: – Carl, Malermstr., Marckmannstr. 56, H. <box>202 1353 466 1369</box>
directory-entry: – Frau Frieda, Wäscherei, Schmilinskystrasse 76, ⊠ 5 <box>202 1750 494 1781</box>
directory-entry: – Aug., Ewerf., Langenreihe 38, ⊠ 22 <box>1179 971 1416 987</box>
footer-rule <box>202 1910 1497 1912</box>
directory-entry: – A., Arbtr. Eilbeckerweg 175, ⊠ 23 <box>202 1015 429 1031</box>
directory-entry: – Wwe., J., Auenstr. 28, ⊠ 23 <box>853 1618 1035 1634</box>
directory-entry: – Bernh., Privatm., Pagenfelderstr. 12 <box>853 1765 1094 1781</box>
directory-entry: – L., Privatm., Danzigerstr. 54, ⊠ 5 <box>202 795 424 811</box>
directory-entry: – Emil, Maschin.-Ingen., Innocentiastrasse 82, ⊠ 37 <box>1179 1647 1490 1678</box>
directory-entry: Buchwaldt, H. J., Weidenallee 61, ⊠ 6 <box>1179 427 1419 443</box>
directory-entry: – Ed., Zig.-Hdlg., Stubbenhuk 24, ⊠ 11 <box>853 1574 1102 1590</box>
directory-entry: – Frl., H., Lehrerin, Rosenallee 37, ⊠ 1 <box>527 515 776 531</box>
previous-page-gutter <box>0 30 128 2165</box>
directory-entry: Buchtmann, Aug., Arbtr., Wohldorferstr. 17 <box>853 1677 1129 1693</box>
directory-entry: Bucholz, F., Arbtr., Rellingerstr. 62, ⊠ 31 <box>853 1383 1114 1399</box>
